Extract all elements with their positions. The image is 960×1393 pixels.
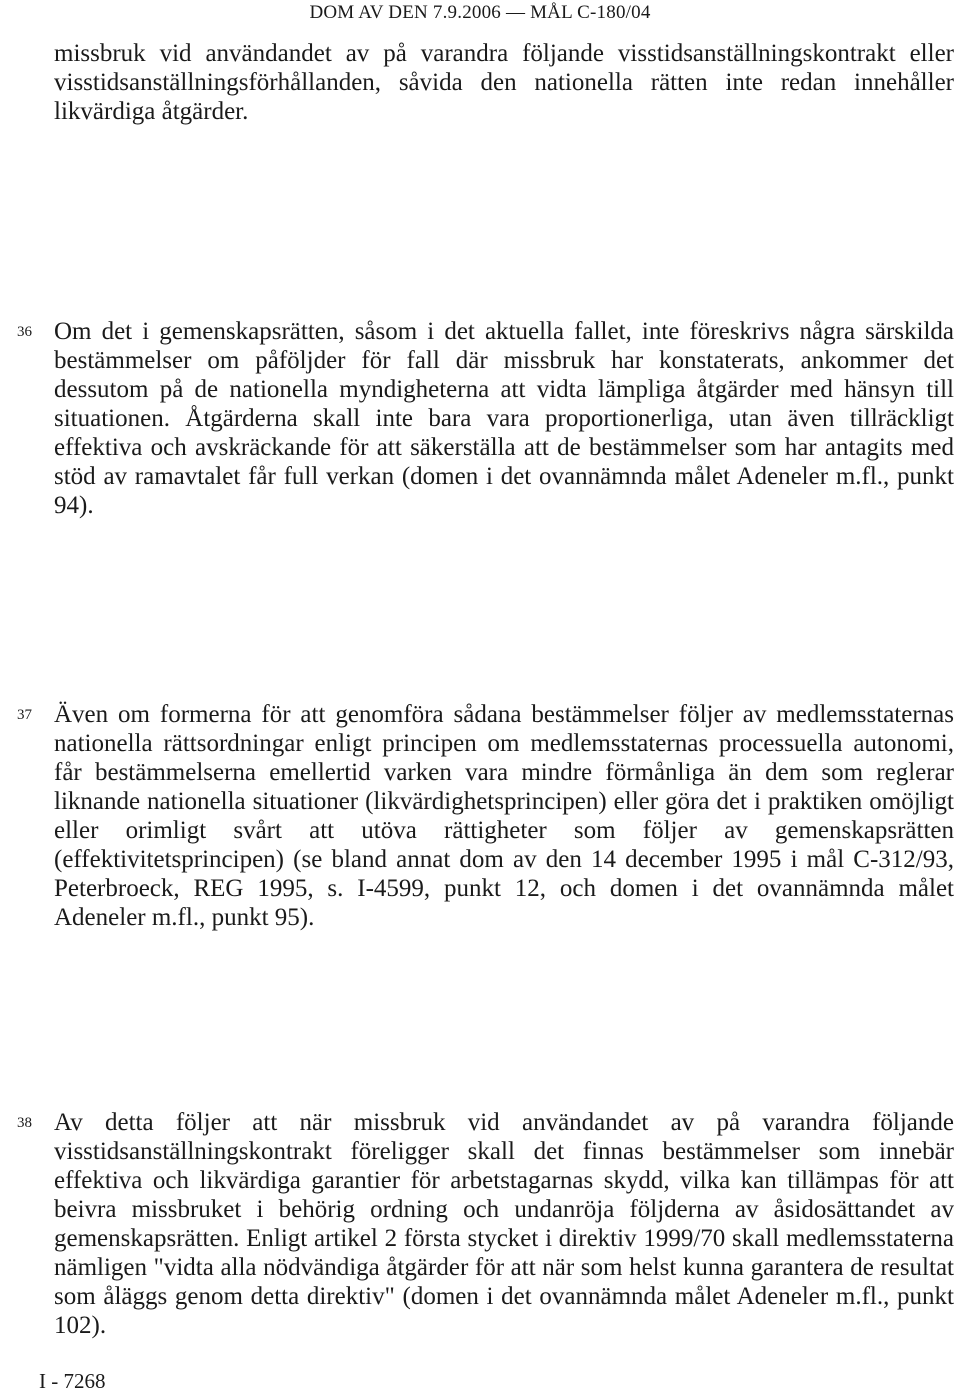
paragraph-text: Om det i gemenskapsrätten, såsom i det aktuella fallet, inte föreskrivs några särskilda bestämmelser om påföljder för fall där missbruk har konstaterats, ankommer det dessutom på de nationella myndigheterna att vidta lämpliga åtgärder med hänsyn till situationen. Åtgärderna skall inte bara vara proportionerliga, utan även tillräckligt effektiva och avskräckande för att säkerställa att de bestämmelser som har antagits med stöd av ramavtalet får full verkan (domen i det ovannämnda målet Adeneler m.fl., punkt 94). — [54, 318, 954, 519]
paragraph-text: Av detta följer att när missbruk vid användandet av på varandra följande visstidsanställningskontrakt föreligger skall det finnas bestämmelser som innebär effektiva och likvärdiga garantier för arbetstagarnas skydd, vilka kan tillämpas för att beivra missbruket i behörig ordning och undanröja följderna av åsidosättandet av gemenskapsrätten. Enligt artikel 2 första stycket i direktiv 1999/70 skall medlemsstaterna nämligen "vidta alla nödvändiga åtgärder för att när som helst kunna garantera de resultat som åläggs genom detta direktiv" (domen i det ovannämnda målet Adeneler m.fl., punkt 102). — [54, 1109, 954, 1339]
running-header: DOM AV DEN 7.9.2006 — MÅL C-180/04 — [309, 2, 651, 23]
paragraph-number: 37 — [17, 707, 32, 723]
paragraph-38 — [17, 1108, 954, 1340]
paragraph-36 — [17, 317, 954, 520]
paragraph-37 — [17, 700, 954, 932]
paragraph-continuation — [54, 39, 954, 126]
paragraph-text: missbruk vid användandet av på varandra följande visstidsanställningskontrakt eller visstidsanställningsförhållanden, såvida den nationella rätten inte redan innehåller likvärdiga åtgärder. — [54, 40, 954, 125]
page-number: I - 7268 — [39, 1369, 106, 1393]
paragraph-number: 36 — [17, 324, 32, 340]
paragraph-number: 38 — [17, 1115, 32, 1131]
paragraph-text: Även om formerna för att genomföra sådana bestämmelser följer av medlemsstaternas nationella rättsordningar enligt principen om medlemsstaternas processuella autonomi, får bestämmelserna emellertid varken vara mindre förmånliga än dem som reglerar liknande nationella situationer (likvärdighetsprincipen) eller göra det i praktiken omöjligt eller orimligt svårt att utöva rättigheter som följer av gemenskapsrätten (effektivitetsprincipen) (se bland annat dom av den 14 december 1995 i mål C-312/93, Peterbroeck, REG 1995, s. I-4599, punkt 12, och domen i det ovannämnda målet Adeneler m.fl., punkt 95). — [54, 701, 954, 931]
